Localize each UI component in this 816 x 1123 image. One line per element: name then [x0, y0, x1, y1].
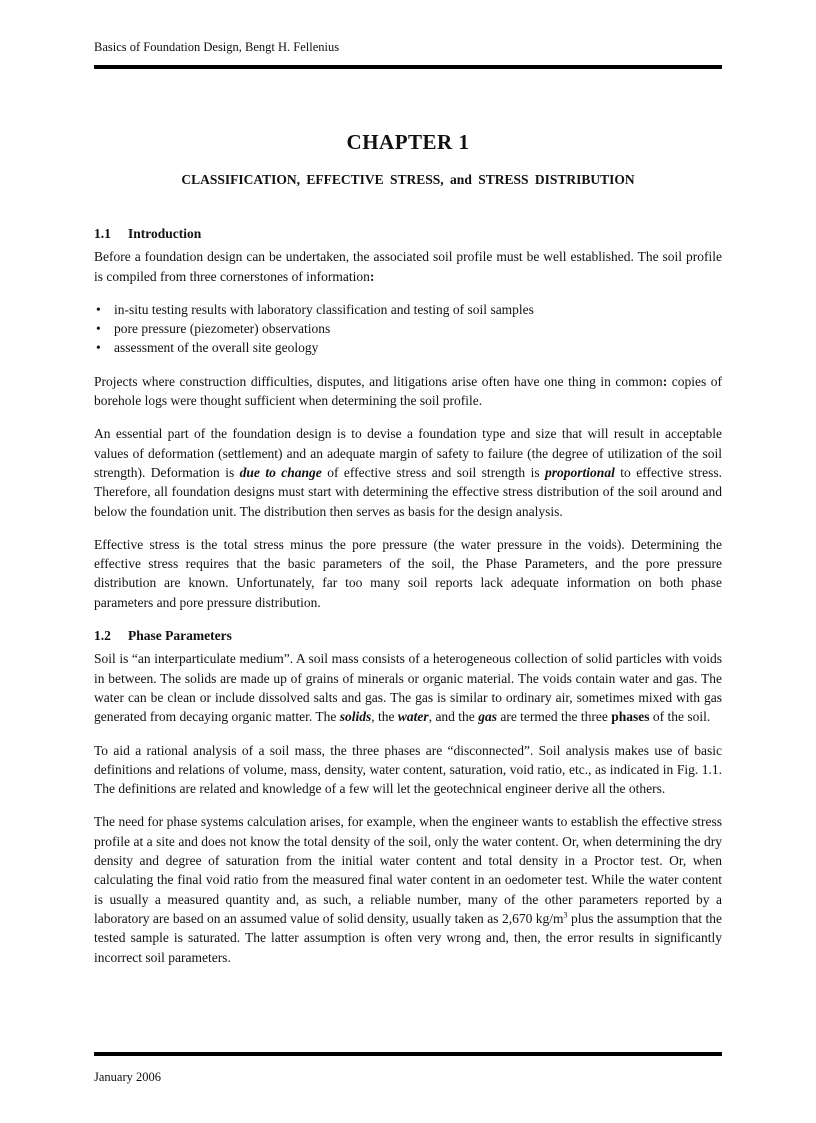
section-heading-introduction — [94, 224, 722, 243]
chapter-title: CHAPTER 1 — [346, 130, 470, 154]
bullet-list — [94, 300, 722, 358]
section-heading-phase-parameters — [94, 626, 722, 645]
paragraph: To aid a rational analysis of a soil mass, the three phases are “disconnected”. Soil analysis makes use of basic definitions and relations of volume, mass, density, water content, saturation, void ratio, etc., as indicated in Fig. 1.1. The definitions are related and knowledge of a few will let the geotechnical engineer derive all the others. — [94, 742, 722, 797]
paragraph: Soil is “an interparticulate medium”. A soil mass consists of a heterogeneous collection of solid particles with voids in between. The solids are made up of grains of minerals or organic material. The voids contain water and gas. The water can be clean or include dissolved salts and gas. The gas is similar to ordinary air, sometimes mixed with gas generated from decaying organic matter. The solids, the water, and the gas are termed the three phases of the soil. — [94, 651, 722, 725]
emphasis: solids — [339, 709, 372, 725]
list-item: • assessment of the overall site geology — [94, 338, 722, 357]
list-item: • pore pressure (piezometer) observations — [94, 319, 722, 338]
section-number: 1.2 — [94, 628, 111, 644]
paragraph: Before a foundation design can be undertaken, the associated soil profile must be well established. The soil profile is compiled from three cornerstones of information: — [94, 249, 722, 284]
paragraph: An essential part of the foundation design is to devise a foundation type and size that will result in acceptable values of deformation (settlement) and an adequate margin of safety to failure (the degree of utilization of the soil strength). Deformation is due to change of effective stress and soil strength is proportional to effective stress. Therefore, all foundation designs must start with determining the effective stress distribution of the soil around and below the foundation unit. The distribution then serves as basis for the design analysis. — [94, 426, 722, 519]
paragraph: Effective stress is the total stress minus the pore pressure (the water pressure in the voids). Determining the effective stress requires that the basic parameters of the soil, the Phase Parameters, and the pore pressure distribution are known. Unfortunately, far too many soil reports lack adequate information on both phase parameters and pore pressure distribution. — [94, 536, 722, 610]
emphasis: due to change — [239, 464, 322, 480]
header-rule — [94, 65, 722, 69]
footer-date: January 2006 — [94, 1070, 161, 1084]
running-head: Basics of Foundation Design, Bengt H. Fellenius — [94, 40, 340, 54]
list-item: • in-situ testing results with laboratory classification and testing of soil samples — [94, 300, 722, 319]
emphasis: gas — [478, 709, 497, 725]
section-title: Phase Parameters — [128, 628, 232, 644]
chapter-subtitle: CLASSIFICATION, EFFECTIVE STRESS, and STRESS DISTRIBUTION — [181, 172, 635, 187]
bullet-icon: • — [96, 301, 101, 317]
bullet-icon: • — [96, 340, 101, 356]
emphasis: phases — [611, 709, 650, 725]
paragraph: Projects where construction difficulties, disputes, and litigations arise often have one thing in common: copies of borehole logs were thought sufficient when determining the soil profile. — [94, 373, 723, 409]
section-number: 1.1 — [94, 226, 111, 241]
emphasis: water — [397, 709, 429, 725]
emphasis: proportional — [545, 464, 615, 480]
footer-rule — [94, 1052, 722, 1056]
page-content — [94, 224, 722, 981]
paragraph: The need for phase systems calculation arises, for example, when the engineer wants to establish the effective stress profile at a site and does not know the total density of the soil, only the water content. Or, when determining the dry density and degree of saturation from the initial water content and total density in a Proctor test. Or, when calculating the final void ratio from the measured final water content in an oedometer test. While the water content is usually a measured quantity and, as such, a reliable number, many of the other parameters reported by a laboratory are based on an assumed value of solid density, usually taken as 2,670 $kg/m^3$ plus the assumption that the tested sample is saturated. The latter assumption is often very wrong and, then, the error results in significantly incorrect soil parameters. — [94, 814, 722, 965]
section-title: Introduction — [128, 226, 202, 241]
bullet-icon: • — [96, 321, 101, 337]
